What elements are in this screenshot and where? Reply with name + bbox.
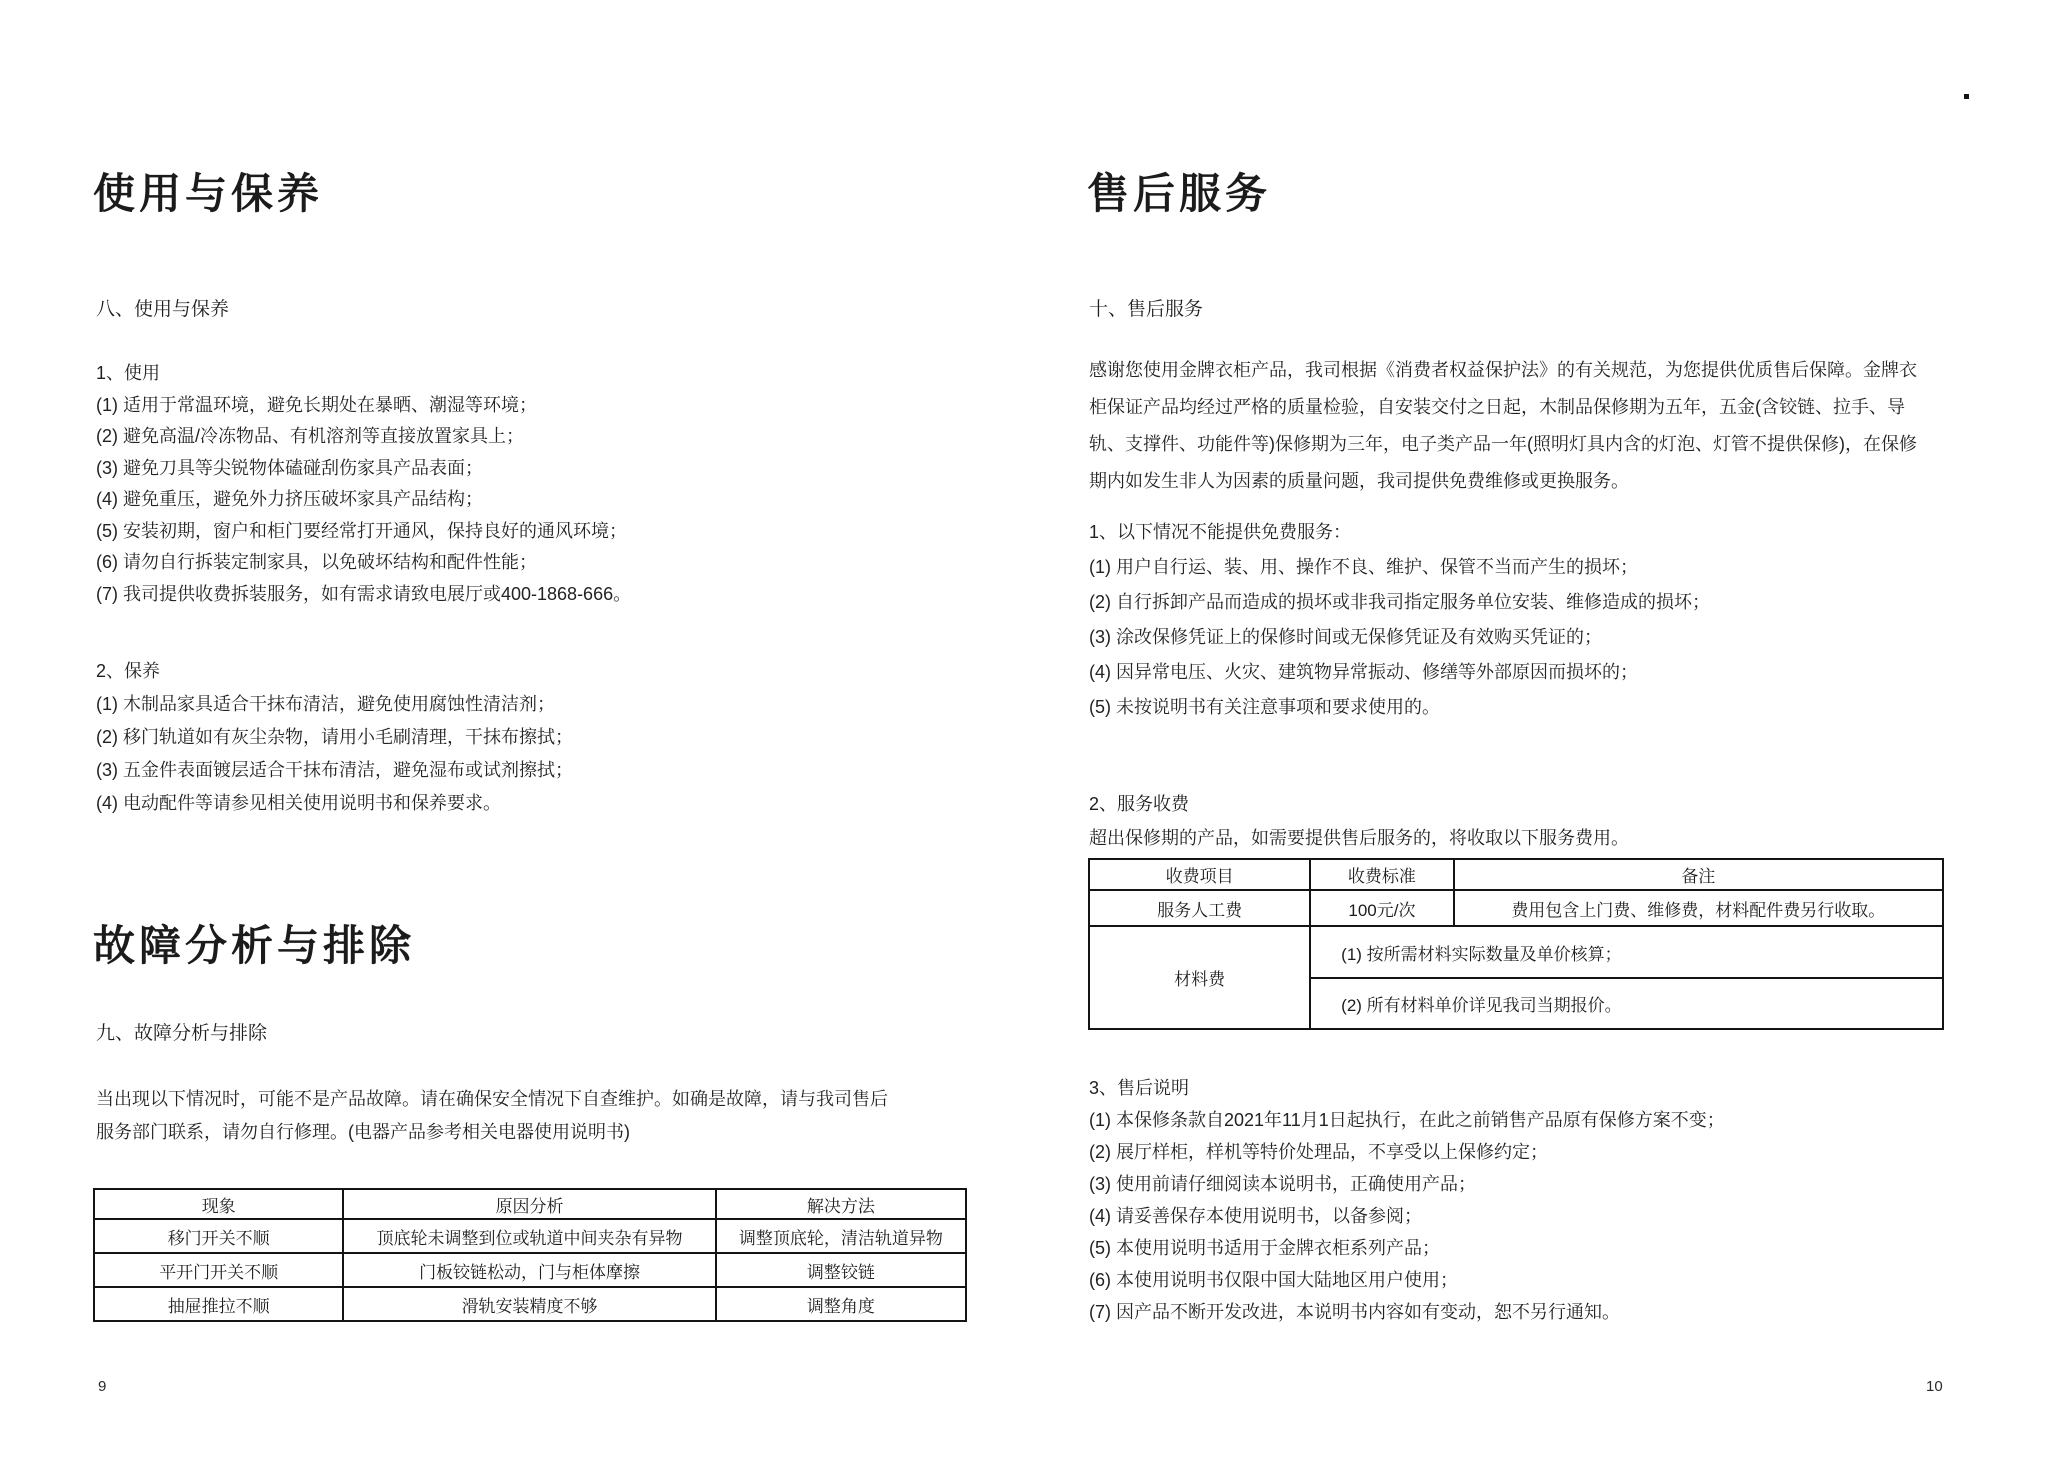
intro-line: 超出保修期的产品，如需要提供售后服务的，将收取以下服务费用。 bbox=[1089, 828, 1629, 848]
list-heading: 1、以下情况不能提供免费服务： bbox=[1089, 522, 1352, 542]
table-header-cell: 备注 bbox=[1454, 859, 1943, 890]
table-header-cell: 收费项目 bbox=[1089, 859, 1310, 890]
stray-dot-mark bbox=[1964, 94, 1969, 99]
fee-table bbox=[1088, 858, 1944, 1030]
table-row bbox=[94, 1287, 966, 1321]
list-item: (1) 适用于常温环境，避免长期处在暴晒、潮湿等环境； bbox=[96, 394, 537, 415]
fee-intro bbox=[1089, 824, 1629, 850]
free-service-list bbox=[1089, 515, 1710, 725]
table-cell: (1) 按所需材料实际数量及单价核算； bbox=[1310, 926, 1943, 978]
list-heading: 1、使用 bbox=[96, 363, 161, 383]
intro-line: 当出现以下情况时，可能不是产品故障。请在确保安全情况下自查维护。如确是故障，请与我司售后 bbox=[96, 1089, 888, 1109]
list-item: (2) 移门轨道如有灰尘杂物，请用小毛刷清理，干抹布擦拭； bbox=[96, 727, 573, 747]
section-heading-after-sales: 十、售后服务 bbox=[1089, 299, 1204, 320]
list-item: (3) 涂改保修凭证上的保修时间或无保修凭证及有效购买凭证的； bbox=[1089, 627, 1602, 647]
page-number-right: 10 bbox=[1926, 1378, 1943, 1395]
care-list bbox=[96, 655, 573, 820]
usage-list bbox=[96, 358, 631, 610]
intro-line: 轨、支撑件、功能件等)保修期为三年，电子类产品一年(照明灯具内含的灯泡、灯管不提供保修)，在保修 bbox=[1089, 434, 1917, 454]
list-item: (6) 本使用说明书仅限中国大陆地区用户使用； bbox=[1089, 1270, 1458, 1290]
table-row bbox=[94, 1253, 966, 1287]
list-item: (2) 自行拆卸产品而造成的损坏或非我司指定服务单位安装、维修造成的损坏； bbox=[1089, 592, 1710, 612]
table-row bbox=[1089, 926, 1943, 978]
page-title-after-sales: 售后服务 bbox=[1087, 170, 1272, 218]
intro-line: 感谢您使用金牌衣柜产品，我司根据《消费者权益保护法》的有关规范，为您提供优质售后保障。金牌衣 bbox=[1089, 360, 1917, 380]
list-item: (2) 展厅样柜，样机等特价处理品，不享受以上保修约定； bbox=[1089, 1142, 1548, 1162]
material-fee-cell: 材料费 bbox=[1089, 926, 1310, 1029]
list-heading: 2、保养 bbox=[96, 661, 161, 681]
intro-line: 柜保证产品均经过严格的质量检验，自安装交付之日起，木制品保修期为五年，五金(含铰链、拉手、导 bbox=[1089, 397, 1905, 417]
table-header-cell: 原因分析 bbox=[343, 1189, 715, 1219]
fault-intro bbox=[96, 1083, 888, 1149]
table-header-row bbox=[1089, 859, 1943, 890]
list-item: (1) 用户自行运、装、用、操作不良、维护、保管不当而产生的损坏； bbox=[1089, 557, 1638, 577]
list-item: (6) 请勿自行拆装定制家具，以免破坏结构和配件性能； bbox=[96, 552, 537, 572]
list-item: (3) 使用前请仔细阅读本说明书，正确使用产品； bbox=[1089, 1174, 1476, 1194]
section-heading-fault: 九、故障分析与排除 bbox=[96, 1023, 268, 1044]
list-item: (3) 五金件表面镀层适合干抹布清洁，避免湿布或试剂擦拭； bbox=[96, 760, 573, 780]
fee-heading: 2、服务收费 bbox=[1089, 794, 1190, 814]
table-cell: 移门开关不顺 bbox=[94, 1219, 343, 1253]
table-header-row bbox=[94, 1189, 966, 1219]
list-item: (1) 本保修条款自2021年11月1日起执行，在此之前销售产品原有保修方案不变； bbox=[1089, 1110, 1725, 1130]
warranty-intro bbox=[1089, 352, 1917, 500]
table-cell: 服务人工费 bbox=[1089, 890, 1310, 926]
page-title-fault: 故障分析与排除 bbox=[93, 922, 416, 970]
list-item: (3) 避免刀具等尖锐物体磕碰刮伤家具产品表面； bbox=[96, 457, 483, 478]
table-cell: 平开门开关不顺 bbox=[94, 1253, 343, 1287]
table-cell: (2) 所有材料单价详见我司当期报价。 bbox=[1310, 978, 1943, 1029]
notes-list bbox=[1089, 1072, 1725, 1328]
list-item: (5) 本使用说明书适用于金牌衣柜系列产品； bbox=[1089, 1238, 1440, 1258]
table-header-cell: 现象 bbox=[94, 1189, 343, 1219]
intro-line: 服务部门联系，请勿自行修理。(电器产品参考相关电器使用说明书) bbox=[96, 1122, 630, 1142]
list-item: (7) 因产品不断开发改进，本说明书内容如有变动，恕不另行通知。 bbox=[1089, 1302, 1620, 1322]
list-item: (7) 我司提供收费拆装服务，如有需求请致电展厅或400-1868-666。 bbox=[96, 583, 632, 604]
list-item: (4) 因异常电压、火灾、建筑物异常振动、修缮等外部原因而损坏的； bbox=[1089, 662, 1638, 682]
page-number-left: 9 bbox=[98, 1378, 107, 1395]
table-cell: 顶底轮未调整到位或轨道中间夹杂有异物 bbox=[343, 1219, 715, 1253]
fault-table bbox=[93, 1188, 967, 1322]
table-row bbox=[94, 1219, 966, 1253]
table-cell: 调整铰链 bbox=[716, 1253, 966, 1287]
intro-line: 期内如发生非人为因素的质量问题，我司提供免费维修或更换服务。 bbox=[1089, 471, 1629, 491]
page-title-usage: 使用与保养 bbox=[93, 170, 324, 218]
table-cell: 滑轨安装精度不够 bbox=[343, 1287, 715, 1321]
table-cell: 门板铰链松动，门与柜体摩擦 bbox=[343, 1253, 715, 1287]
list-item: (5) 未按说明书有关注意事项和要求使用的。 bbox=[1089, 697, 1440, 717]
table-header-cell: 收费标准 bbox=[1310, 859, 1453, 890]
table-cell: 100元/次 bbox=[1310, 890, 1453, 926]
section-heading-usage: 八、使用与保养 bbox=[96, 299, 230, 320]
list-heading: 3、售后说明 bbox=[1089, 1078, 1190, 1098]
table-cell: 调整角度 bbox=[716, 1287, 966, 1321]
list-item: (4) 请妥善保存本使用说明书，以备参阅； bbox=[1089, 1206, 1422, 1226]
table-row bbox=[1089, 890, 1943, 926]
list-item: (5) 安装初期，窗户和柜门要经常打开通风，保持良好的通风环境； bbox=[96, 520, 627, 541]
table-cell: 费用包含上门费、维修费，材料配件费另行收取。 bbox=[1454, 890, 1943, 926]
list-item: (4) 避免重压，避免外力挤压破坏家具产品结构； bbox=[96, 489, 483, 509]
list-item: (1) 木制品家具适合干抹布清洁，避免使用腐蚀性清洁剂； bbox=[96, 694, 555, 714]
table-header-cell: 解决方法 bbox=[716, 1189, 966, 1219]
table-cell: 抽屉推拉不顺 bbox=[94, 1287, 343, 1321]
list-item: (2) 避免高温/冷冻物品、有机溶剂等直接放置家具上； bbox=[96, 426, 524, 446]
table-cell: 调整顶底轮，清洁轨道异物 bbox=[716, 1219, 966, 1253]
list-item: (4) 电动配件等请参见相关使用说明书和保养要求。 bbox=[96, 793, 501, 813]
